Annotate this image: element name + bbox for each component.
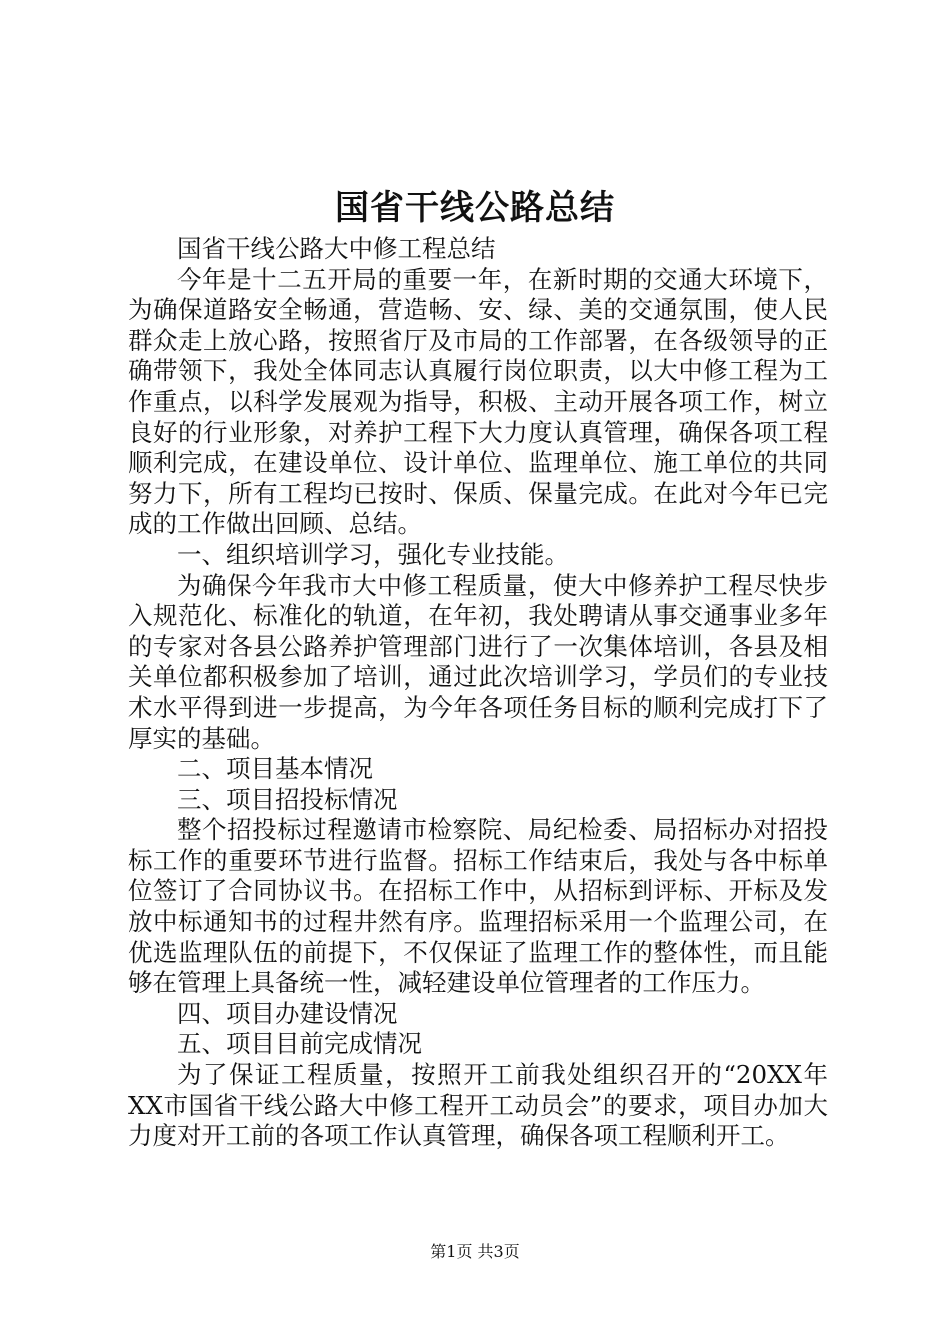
paragraph-intro: 今年是十二五开局的重要一年，在新时期的交通大环境下，为确保道路安全畅通，营造畅、安、绿、美的交通氛围，使人民群众走上放心路，按照省厅及市局的工作部署，在各级领导的正确带领下，我处全体同志认真履行岗位职责，以大中修工程为工作重点，以科学发展观为指导，积极、主动开展各项工作，树立良好的行业形象，对养护工程下大力度认真管理，确保各项工程顺利完成，在建设单位、设计单位、监理单位、施工单位的共同努力下，所有工程均已按时、保质、保量完成。在此对今年已完成的工作做出回顾、总结。 xyxy=(128,264,828,539)
section-heading-5: 五、项目目前完成情况 xyxy=(177,1029,422,1059)
section-heading-1: 一、组织培训学习，强化专业技能。 xyxy=(177,539,569,569)
section-heading-2: 二、项目基本情况 xyxy=(177,754,373,784)
page-footer: 第1页 共3页 xyxy=(430,1242,520,1261)
document-body xyxy=(128,234,828,1152)
section-heading-3: 三、项目招投标情况 xyxy=(177,784,398,814)
document-subtitle: 国省干线公路大中修工程总结 xyxy=(177,234,496,263)
section-heading-4: 四、项目办建设情况 xyxy=(177,998,398,1028)
document-title: 国省干线公路总结 xyxy=(335,188,615,228)
paragraph-bidding: 整个招投标过程邀请市检察院、局纪检委、局招标办对招投标工作的重要环节进行监督。招标工作结束后，我处与各中标单位签订了合同协议书。在招标工作中，从招标到评标、开标及发放中标通知书的过程井然有序。监理招标采用一个监理公司，在优选监理队伍的前提下，不仅保证了监理工作的整体性，而且能够在管理上具备统一性，减轻建设单位管理者的工作压力。 xyxy=(128,815,828,998)
paragraph-progress: 为了保证工程质量，按照开工前我处组织召开的“20XX年XX市国省干线公路大中修工程开工动员会”的要求，项目办加大力度对开工前的各项工作认真管理，确保各项工程顺利开工。 xyxy=(128,1060,828,1151)
paragraph-training: 为确保今年我市大中修工程质量，使大中修养护工程尽快步入规范化、标准化的轨道，在年初，我处聘请从事交通事业多年的专家对各县公路养护管理部门进行了一次集体培训，各县及相关单位都积极参加了培训，通过此次培训学习，学员们的专业技术水平得到进一步提高，为今年各项任务目标的顺利完成打下了厚实的基础。 xyxy=(128,570,828,753)
